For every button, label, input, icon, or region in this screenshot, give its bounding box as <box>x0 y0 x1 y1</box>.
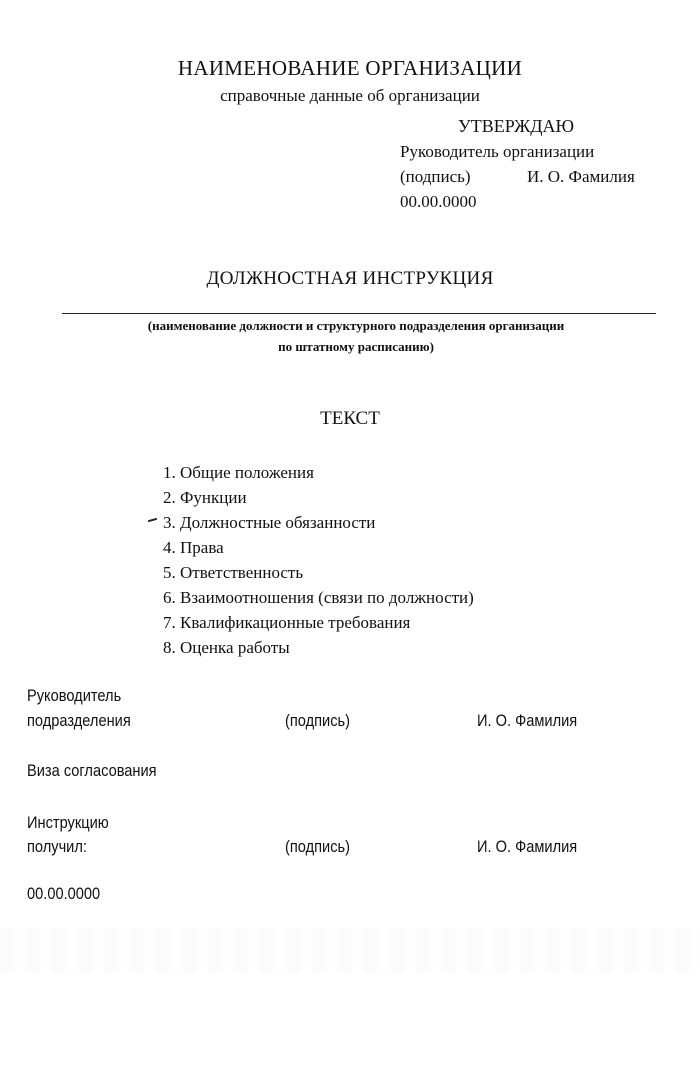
received-by-label-line2: получил: <box>27 837 87 856</box>
contents-item: 2. Функции <box>163 488 247 507</box>
approval-role: Руководитель организации <box>400 142 595 161</box>
document-title: ДОЛЖНОСТНАЯ ИНСТРУКЦИЯ <box>206 268 494 289</box>
position-caption-line2: по штатному расписанию) <box>278 339 434 354</box>
department-head-label-line2: подразделения <box>27 711 131 730</box>
text-heading: ТЕКСТ <box>320 408 380 429</box>
organization-name: НАИМЕНОВАНИЕ ОРГАНИЗАЦИИ <box>177 56 523 80</box>
position-fill-line <box>62 313 656 314</box>
approval-visa-label: Виза согласования <box>27 761 157 780</box>
pen-mark-icon <box>148 518 157 522</box>
scan-bleed-through <box>0 928 700 973</box>
contents-item: 3. Должностные обязанности <box>163 513 376 532</box>
position-caption-line1: (наименование должности и структурного подразделения организации <box>147 318 565 333</box>
approval-date: 00.00.0000 <box>400 192 477 211</box>
department-head-signature: (подпись) <box>285 711 351 730</box>
contents-item: 5. Ответственность <box>163 563 304 582</box>
organization-details: справочные данные об организации <box>220 86 480 105</box>
department-head-label-line1: Руководитель <box>27 686 122 705</box>
contents-item: 1. Общие положения <box>163 463 314 482</box>
received-by-signature: (подпись) <box>285 837 351 856</box>
department-head-name: И. О. Фамилия <box>477 711 578 730</box>
contents-item: 4. Права <box>163 538 224 557</box>
contents-list <box>163 460 474 660</box>
received-by-label-line1: Инструкцию <box>27 813 109 832</box>
approval-title: УТВЕРЖДАЮ <box>458 116 575 136</box>
signature-date: 00.00.0000 <box>27 884 101 903</box>
approval-signature: (подпись) <box>400 167 471 186</box>
approval-name: И. О. Фамилия <box>527 167 635 186</box>
received-by-name: И. О. Фамилия <box>477 837 578 856</box>
contents-item: 8. Оценка работы <box>163 638 290 657</box>
contents-item: 6. Взаимоотношения (связи по должности) <box>163 588 474 607</box>
contents-item: 7. Квалификационные требования <box>163 613 411 632</box>
